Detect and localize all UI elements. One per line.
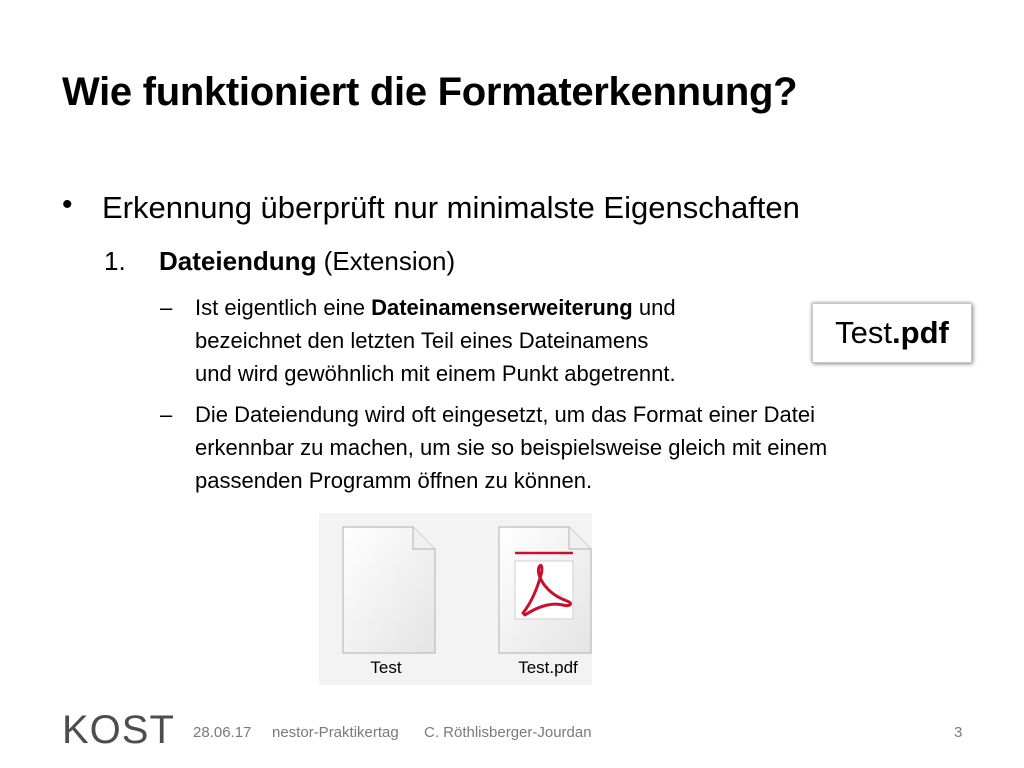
file-explorer-view bbox=[319, 513, 592, 685]
line1-bold: Dateinamenserweiterung bbox=[371, 295, 633, 320]
bullet-dot: • bbox=[62, 188, 73, 221]
footer-date: 28.06.17 bbox=[193, 724, 252, 741]
sub-item-1-line3: und wird gewöhnlich mit einem Punkt abgetrennt. bbox=[195, 361, 676, 386]
item-number: 1. bbox=[104, 246, 126, 276]
callout-extension: .pdf bbox=[892, 315, 949, 350]
file-item-test[interactable] bbox=[331, 523, 441, 677]
page-number: 3 bbox=[954, 724, 963, 741]
footer-event: nestor-Praktikertag bbox=[272, 724, 399, 741]
numbered-item-text bbox=[159, 246, 455, 277]
file-item-test-pdf[interactable] bbox=[493, 523, 603, 677]
dash-marker: – bbox=[160, 402, 173, 427]
sub-item-1-text bbox=[195, 291, 676, 390]
bullet-text: Erkennung überprüft nur minimalste Eigenschaften bbox=[102, 190, 800, 225]
numbered-item-bold: Dateiendung bbox=[159, 246, 317, 276]
filename-callout bbox=[812, 303, 972, 363]
line1-post: und bbox=[632, 295, 676, 320]
line1-pre: Ist eigentlich eine bbox=[195, 295, 372, 320]
pdf-file-icon bbox=[493, 523, 603, 658]
sub-item-2-line2: erkennbar zu machen, um sie so beispielsweise gleich mit einem bbox=[195, 435, 828, 460]
sub-item-1-line2: bezeichnet den letzten Teil eines Dateinamens bbox=[195, 328, 649, 353]
slide-title: Wie funktioniert die Formaterkennung? bbox=[62, 70, 798, 114]
kost-logo: KOST bbox=[62, 708, 175, 752]
footer-author: C. Röthlisberger-Jourdan bbox=[424, 724, 592, 741]
sub-item-2-line3: passenden Programm öffnen zu können. bbox=[195, 468, 593, 493]
sub-item-1-line1 bbox=[195, 295, 676, 320]
callout-name: Test bbox=[835, 315, 893, 350]
file-label: Test bbox=[370, 658, 402, 677]
sub-item-2-line1: Die Dateiendung wird oft eingesetzt, um das Format einer Datei bbox=[195, 402, 815, 427]
blank-file-icon bbox=[331, 523, 441, 658]
dash-marker: – bbox=[160, 295, 173, 320]
sub-item-2-text bbox=[195, 398, 827, 497]
file-label: Test.pdf bbox=[518, 658, 578, 677]
numbered-item-rest: (Extension) bbox=[316, 246, 456, 276]
